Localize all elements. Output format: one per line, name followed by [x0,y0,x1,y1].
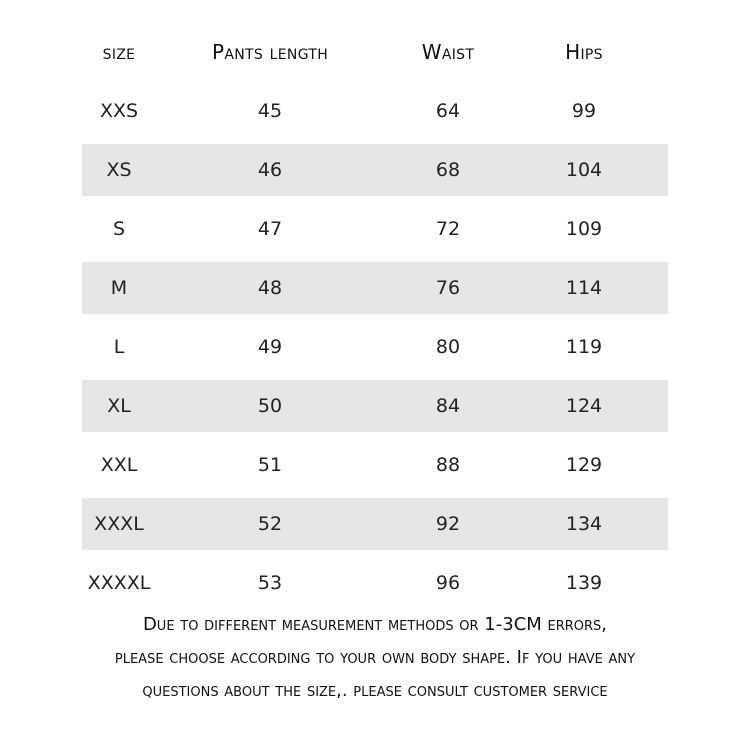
table-row [82,557,668,609]
table-row [82,203,668,255]
table-header [82,26,668,78]
cell-waist: 64 [435,100,461,122]
cell-hips: 129 [565,454,603,476]
cell-pants-length: 52 [257,513,283,535]
cell-waist: 96 [435,572,461,594]
cell-waist: 72 [435,218,461,240]
cell-size: S [112,218,126,240]
cell-size: XXL [100,454,138,476]
cell-size: XXS [99,100,139,122]
table-row [82,439,668,491]
cell-hips: 114 [565,277,603,299]
cell-pants-length: 48 [257,277,283,299]
cell-size: XS [106,159,132,181]
header-size: size [102,40,136,64]
cell-hips: 124 [565,395,603,417]
table-row [82,498,668,550]
cell-size: XL [107,395,131,417]
cell-size: XXXL [94,513,144,535]
cell-size: XXXXL [87,572,151,594]
cell-waist: 84 [435,395,461,417]
cell-pants-length: 50 [257,395,283,417]
cell-hips: 134 [565,513,603,535]
note-line-3: questions about the size,. please consult customer service [142,680,608,701]
cell-waist: 76 [435,277,461,299]
table-row [82,321,668,373]
table-body [82,85,668,616]
cell-waist: 88 [435,454,461,476]
cell-hips: 109 [565,218,603,240]
cell-size: L [113,336,125,358]
cell-hips: 119 [565,336,603,358]
note-line-2: please choose according to your own body shape. If you have any [114,647,636,668]
table-row [82,262,668,314]
header-waist: Waist [421,40,475,64]
cell-hips: 99 [571,100,597,122]
cell-size: M [110,277,128,299]
cell-waist: 80 [435,336,461,358]
table-row [82,144,668,196]
header-pants-length: Pants length [211,40,329,64]
table-row [82,380,668,432]
cell-pants-length: 45 [257,100,283,122]
note-line-1: Due to different measurement methods or 1-3CM errors, [142,614,608,635]
cell-pants-length: 51 [257,454,283,476]
cell-pants-length: 47 [257,218,283,240]
cell-hips: 139 [565,572,603,594]
cell-waist: 68 [435,159,461,181]
cell-pants-length: 46 [257,159,283,181]
measurement-note [40,608,710,707]
cell-pants-length: 49 [257,336,283,358]
header-hips: Hips [565,40,603,64]
cell-waist: 92 [435,513,461,535]
cell-hips: 104 [565,159,603,181]
cell-pants-length: 53 [257,572,283,594]
table-row [82,85,668,137]
